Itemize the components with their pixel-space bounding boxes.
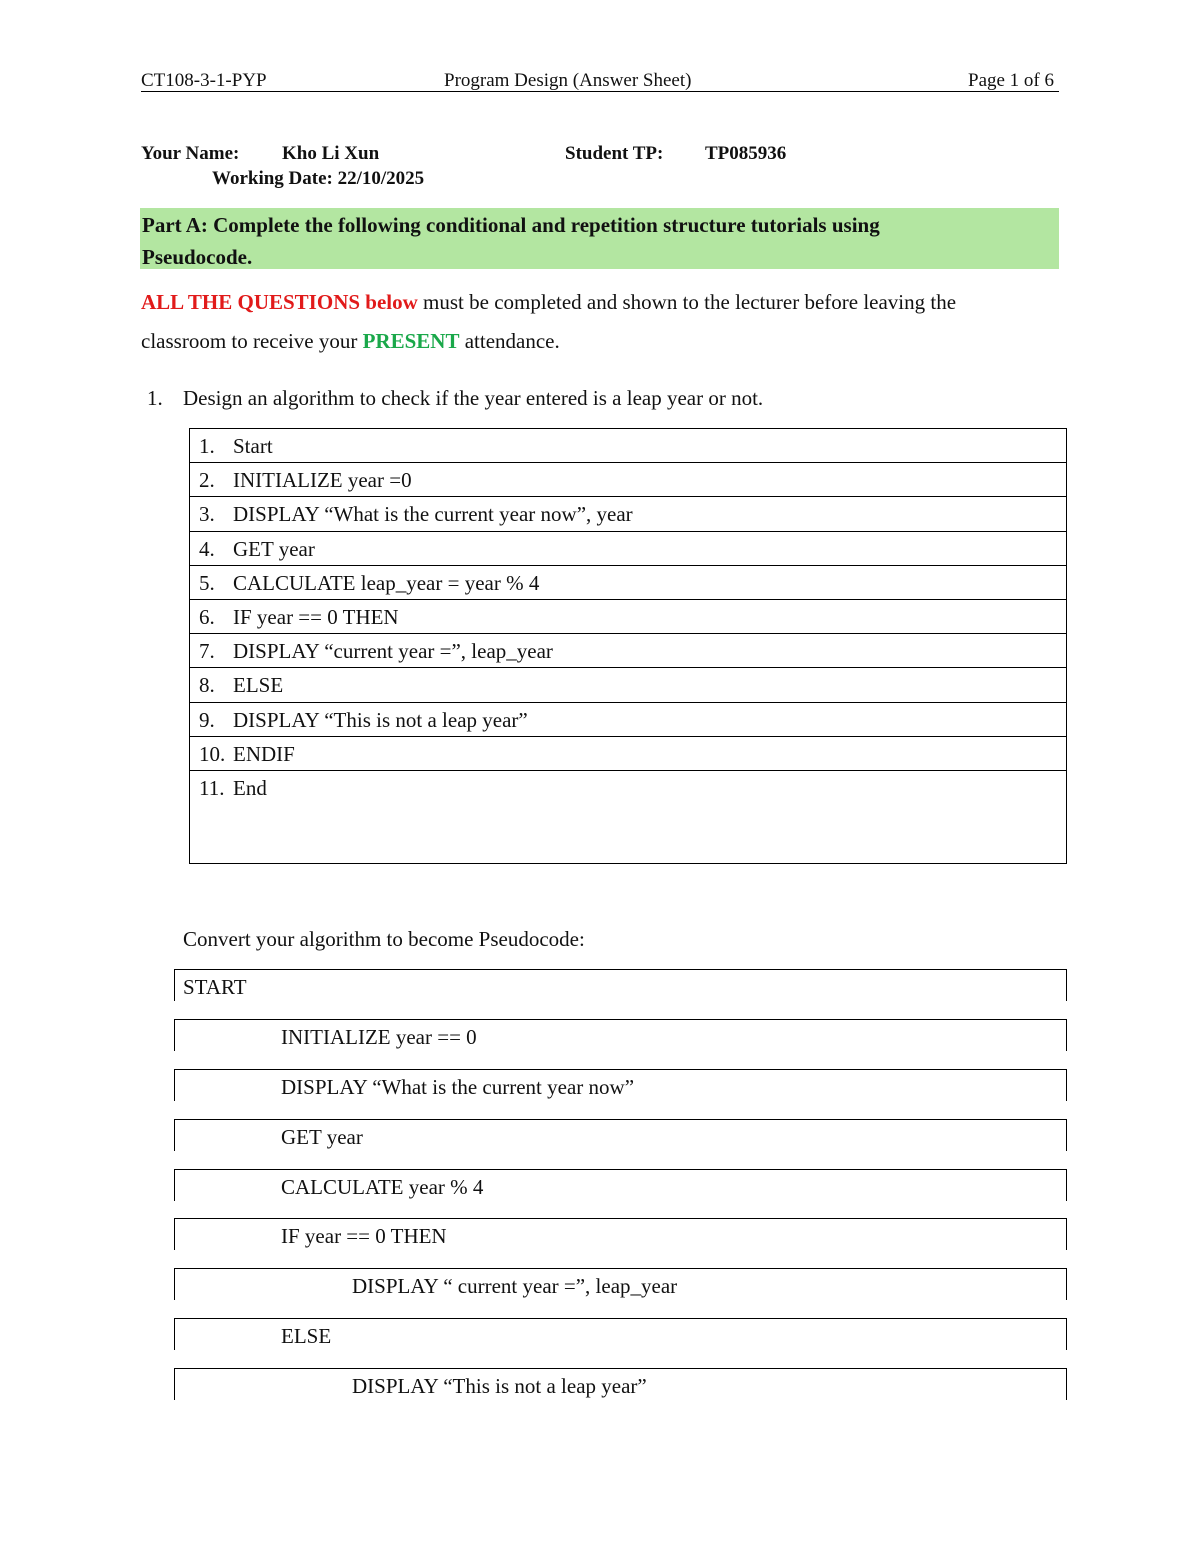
student-tp-label: Student TP: [565,143,664,164]
part-a-heading-line1: Part A: Complete the following conditional and repetition structure tutorials using [142,213,880,237]
algorithm-step-number: 4. [199,536,215,561]
name-label: Your Name: [141,143,240,164]
algorithm-step-text: ENDIF [233,741,295,766]
algorithm-step-text: DISPLAY “current year =”, leap_year [233,639,553,664]
name-value: Kho Li Xun [282,143,380,164]
header-divider [141,91,1059,92]
algorithm-table [189,428,1067,864]
algorithm-step-row [190,668,1066,702]
pseudocode-line: DISPLAY “This is not a leap year” [352,1374,647,1398]
page-number: Page 1 of 6 [968,70,1055,91]
pseudocode-row [174,969,1067,1001]
pseudocode-line: CALCULATE year % 4 [281,1175,484,1199]
student-tp-value: TP085936 [705,143,787,164]
document-title: Program Design (Answer Sheet) [444,70,692,91]
pseudocode-line: INITIALIZE year == 0 [281,1025,477,1049]
algorithm-step-row [190,737,1066,771]
pseudocode-line: ELSE [281,1324,332,1348]
algorithm-step-number: 8. [199,673,215,698]
algorithm-step-text: DISPLAY “What is the current year now”, year [233,502,633,527]
instruction-text-1: must be completed and shown to the lecturer before leaving the [417,290,957,314]
pseudocode-row [174,1318,1067,1350]
algorithm-step-row [190,566,1066,600]
algorithm-step-row [190,463,1066,497]
pseudocode-row [174,1268,1067,1300]
algorithm-step-row [190,600,1066,634]
convert-prompt: Convert your algorithm to become Pseudocode: [183,927,585,951]
algorithm-step-number: 5. [199,570,215,595]
pseudocode-row [174,1069,1067,1101]
algorithm-step-text: DISPLAY “This is not a leap year” [233,707,528,732]
course-code: CT108-3-1-PYP [141,70,267,91]
algorithm-step-text: CALCULATE leap_year = year % 4 [233,570,540,595]
part-a-heading-line2: Pseudocode. [142,245,253,269]
working-date: Working Date: 22/10/2025 [212,168,425,189]
instruction-highlight-green: PRESENT [362,329,460,353]
algorithm-step-text: IF year == 0 THEN [233,604,399,629]
pseudocode-line: DISPLAY “ current year =”, leap_year [352,1274,678,1298]
algorithm-step-number: 3. [199,502,215,527]
instruction-highlight-red: ALL THE QUESTIONS below [141,290,418,314]
pseudocode-row [174,1368,1067,1400]
algorithm-step-text: GET year [233,536,315,561]
pseudocode-row [174,1218,1067,1250]
instruction-line-2 [141,321,560,361]
algorithm-step-row [190,703,1066,737]
pseudocode-line: START [183,975,247,999]
algorithm-step-row [190,634,1066,668]
pseudocode-row [174,1119,1067,1151]
part-a-heading [142,209,1042,273]
algorithm-step-number: 10. [199,741,226,766]
algorithm-step-text: INITIALIZE year =0 [233,468,412,493]
algorithm-step-text: Start [233,434,273,458]
instruction-text-3: attendance. [459,329,560,353]
algorithm-step-number: 6. [199,604,215,629]
question-1-text: Design an algorithm to check if the year entered is a leap year or not. [183,386,764,410]
algorithm-step-row [190,771,1066,863]
pseudocode-line: DISPLAY “What is the current year now” [281,1075,635,1099]
algorithm-step-number: 1. [199,434,215,458]
pseudocode-row [174,1169,1067,1201]
algorithm-step-row [190,497,1066,531]
algorithm-step-text: ELSE [233,673,284,698]
algorithm-step-row [190,429,1066,463]
algorithm-step-number: 9. [199,707,215,732]
instruction-text-2: classroom to receive your [141,329,363,353]
question-1-number: 1. [147,386,163,410]
algorithm-step-number: 11. [199,775,225,800]
algorithm-step-row [190,532,1066,566]
pseudocode-row [174,1019,1067,1051]
pseudocode-line: IF year == 0 THEN [281,1224,447,1248]
pseudocode-line: GET year [281,1125,363,1149]
algorithm-step-number: 2. [199,468,215,493]
algorithm-step-text: End [233,775,267,800]
instruction-line-1 [141,282,956,322]
algorithm-step-number: 7. [199,639,215,664]
